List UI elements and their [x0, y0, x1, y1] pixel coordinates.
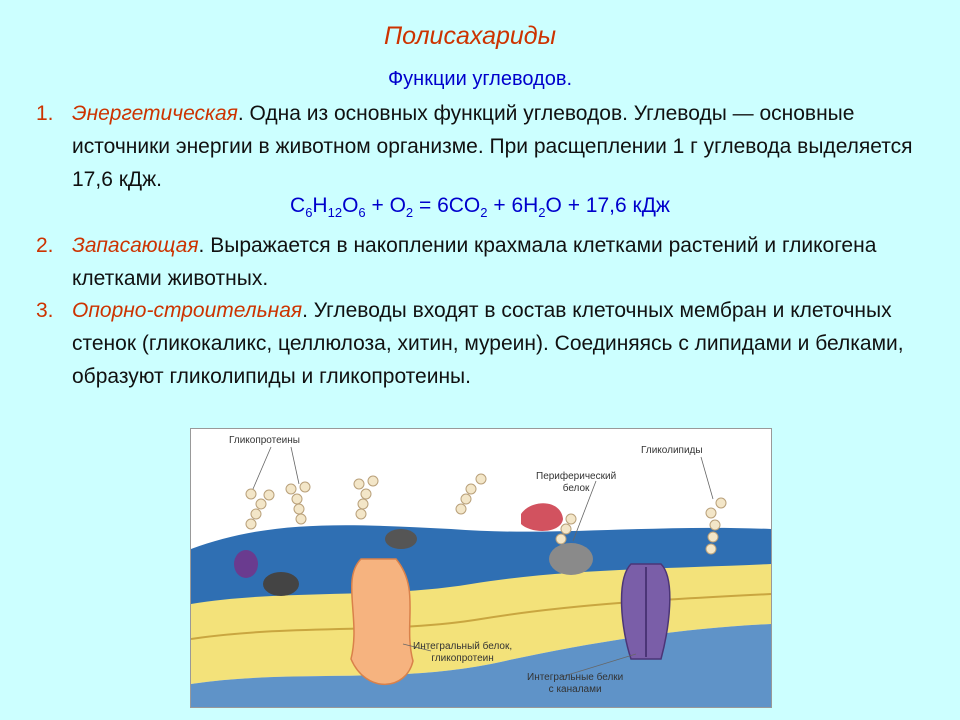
formula-sub: 2: [480, 205, 488, 221]
label-line: Интегральные белки: [527, 672, 624, 683]
label-line: гликопротеин: [431, 653, 494, 664]
formula-part: = 6CO: [413, 194, 481, 217]
glycolipid-head: [234, 550, 258, 578]
list-item-storage: [36, 229, 936, 295]
list-item-text: . Углеводы входят в состав клеточных мембран и клеточных стенок (гликокаликс, целлюлоза, хитин, муреин). Соединяясь с липидами и белками, образуют гликолипиды и гликопротеины.: [72, 299, 904, 388]
formula-part: O: [342, 194, 359, 217]
peripheral-protein-grey: [549, 543, 593, 575]
list-item-number: 3.: [36, 299, 54, 322]
chemical-formula: [0, 194, 960, 220]
page-title: Полисахариды: [383, 22, 557, 50]
membrane-drawing: [191, 429, 771, 707]
list-item-number: 1.: [36, 102, 54, 125]
formula-part: C: [290, 194, 306, 217]
formula-sub: 6: [358, 205, 366, 221]
label-line: Периферический: [536, 471, 617, 482]
formula-part: H: [312, 194, 328, 217]
list-item-heading: Запасающая: [72, 234, 199, 257]
formula-part: O + 17,6 кДж: [545, 194, 670, 217]
formula-part: + 6H: [487, 194, 539, 217]
formula-sub: 2: [405, 205, 414, 221]
formula-sub: 12: [327, 205, 343, 221]
list-item-energy: [36, 97, 936, 196]
label-integral-glycoprotein: [413, 641, 512, 665]
peripheral-protein-dark: [263, 572, 299, 596]
label-glycolipids: Гликолипиды: [641, 445, 703, 456]
list-item-heading: Опорно-строительная: [72, 299, 303, 322]
label-glycoproteins: Гликопротеины: [229, 435, 300, 446]
list-item-text: . Выражается в накоплении крахмала клетками растений и гликогена клетками животных.: [72, 234, 877, 290]
surface-protein: [385, 529, 417, 549]
formula-sub: 6: [305, 205, 313, 221]
membrane-illustration: [190, 428, 772, 708]
label-channel-proteins: [527, 672, 623, 696]
integral-glycoprotein: [351, 559, 413, 684]
label-line: белок: [562, 483, 590, 494]
label-line: с каналами: [548, 684, 602, 695]
list-item-number: 2.: [36, 234, 54, 257]
section-subtitle: Функции углеводов.: [387, 68, 573, 90]
formula-part: + O: [365, 194, 406, 217]
list-item-structural: [36, 294, 936, 393]
formula-sub: 2: [538, 205, 546, 221]
list-item-text: . Одна из основных функций углеводов. Углеводы — основные источники энергии в животном организме. При расщеплении 1 г углевода выделяется 17,6 кДж.: [72, 102, 913, 191]
label-peripheral-protein: [536, 471, 616, 495]
list-item-heading: Энергетическая: [72, 102, 238, 125]
label-line: Интегральный белок,: [413, 641, 513, 652]
